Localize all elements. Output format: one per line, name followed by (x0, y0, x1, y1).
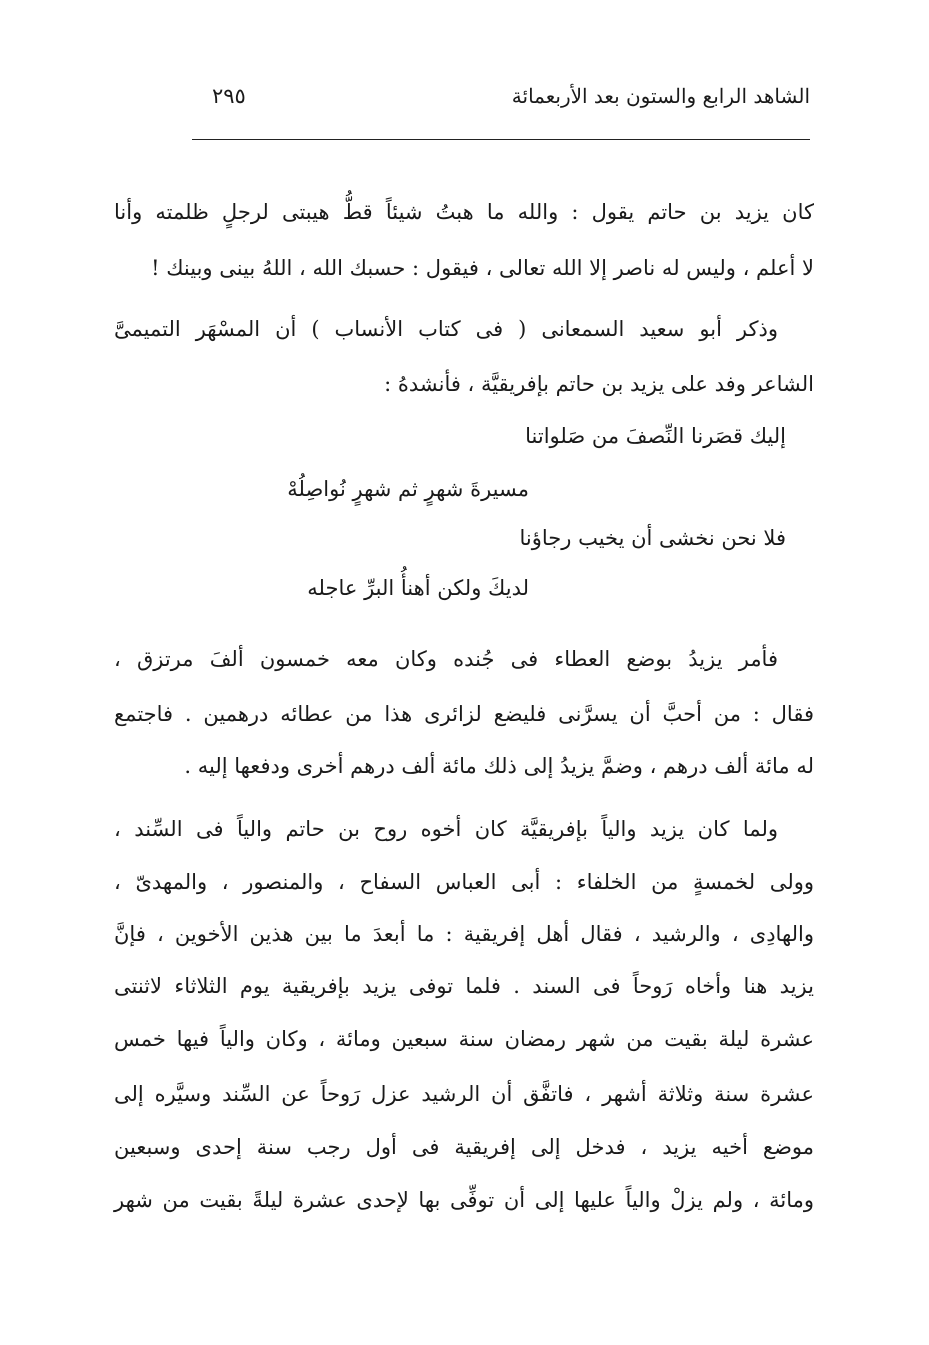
text-line: موضع أخيه يزيد ، فدخل إلى إفريقية فى أول رجب سنة إحدى وسبعين (114, 1135, 814, 1159)
text-line: فأمر يزيدُ بوضع العطاء فى جُنده وكان معه خمسون ألفَ مرتزق ، (114, 647, 778, 671)
page-number: ٢٩٥ (212, 84, 246, 108)
text-line: وولى لخمسةٍ من الخلفاء : أبى العباس السفاح ، والمنصور ، والمهدىّ ، (114, 870, 814, 894)
text-line: الشاعر وفد على يزيد بن حاتم بإفريقيَّة ، فأنشدهُ : (384, 372, 814, 396)
text-line: ومائة ، ولم يزلْ والياً عليها إلى أن توفِّى بها لإحدى عشرة ليلةً بقيت من شهر (114, 1188, 814, 1212)
text-line: عشرة سنة وثلاثة أشهر ، فاتفَّق أن الرشيد عزل رَوحاً عن السِّند وسيَّره إلى (114, 1082, 814, 1106)
verse-line: مسيرةَ شهرٍ ثم شهرٍ نُواصِلُهْ (287, 477, 529, 501)
text-line: يزيد هنا وأخاه رَوحاً فى السند . فلما توفى يزيد بإفريقية يوم الثلاثاء لاثنتى (114, 974, 814, 998)
text-line: لا أعلم ، وليس له ناصر إلا الله تعالى ، فيقول : حسبك الله ، اللهُ بينى وبينك ! (151, 256, 814, 280)
text-line: وذكر أبو سعيد السمعانى ( فى كتاب الأنساب ) أن المسْهَر التميمىَّ (114, 317, 778, 341)
verse-line: إليك قصَرنا النِّصفَ من صَلواتنا (525, 424, 786, 448)
text-line: كان يزيد بن حاتم يقول : والله ما هبتُ شيئاً قطُّ هيبتى لرجلٍ ظلمته وأنا (114, 200, 814, 224)
text-line: عشرة ليلة بقيت من شهر رمضان سنة سبعين ومائة ، وكان والياً فيها خمس (114, 1027, 814, 1051)
text-line: والهادِى ، والرشيد ، فقال أهل إفريقية : ما أبعدَ ما بين هذين الأخوين ، فإنَّ (114, 922, 814, 946)
running-title: الشاهد الرابع والستون بعد الأربعمائة (511, 84, 810, 108)
text-line: فقال : من أحبَّ أن يسرَّنى فليضع لزائرى هذا من عطائه درهمين . فاجتمع (114, 702, 814, 726)
header-rule (192, 139, 810, 140)
verse-line: لديكَ ولكن أهنأُ البرِّ عاجله (307, 576, 529, 600)
text-line: له مائة ألف درهم ، وضمَّ يزيدُ إلى ذلك مائة ألف درهم أخرى ودفعها إليه . (184, 754, 814, 778)
verse-line: فلا نحن نخشى أن يخيب رجاؤنا (519, 526, 786, 550)
running-header (190, 84, 810, 118)
text-line: ولما كان يزيد والياً بإفريقيَّة كان أخوه روح بن حاتم والياً فى السِّند ، (114, 817, 778, 841)
